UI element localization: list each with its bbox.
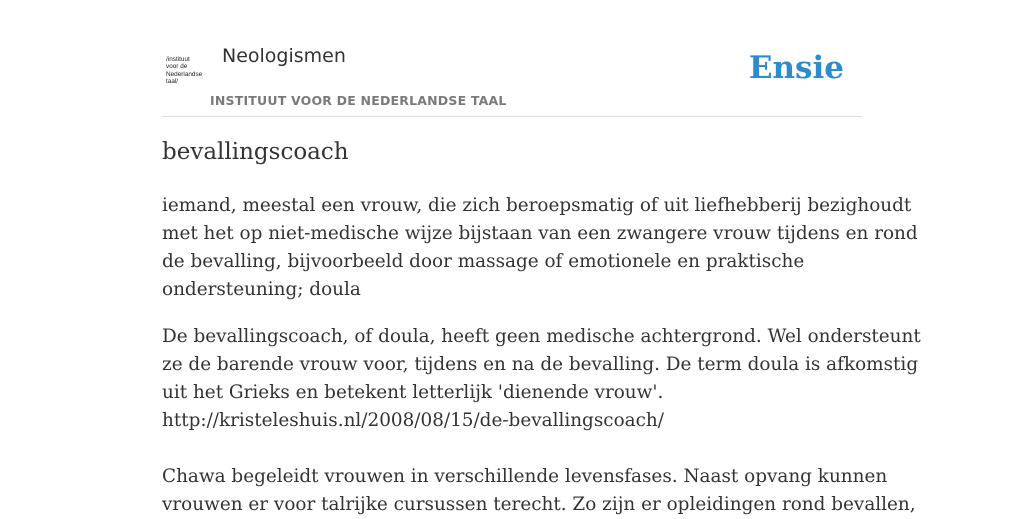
ensie-brand-link[interactable]: Ensie: [748, 50, 844, 86]
quote-line: Chawa begeleidt vrouwen in verschillende levensfases. Naast opvang kunnen: [162, 466, 888, 487]
quote-line: uit het Grieks en betekent letterlijk 'dienende vrouw'.: [162, 382, 664, 403]
ivdnt-logo[interactable]: [166, 56, 210, 90]
logo-line: voor de: [166, 63, 188, 71]
example-quote: [162, 463, 916, 519]
quote-line: vrouwen er voor talrijke cursussen terecht. Zo zijn er opleidingen rond bevallen,: [162, 494, 916, 515]
site-header: [162, 0, 862, 117]
quote-line: De bevallingscoach, of doula, heeft geen medische achtergrond. Wel ondersteunt: [162, 326, 921, 347]
example-quote: [162, 323, 921, 435]
quote-line: ze de barende vrouw voor, tijdens en na de bevalling. De term doula is afkomstig: [162, 354, 919, 375]
page-title: bevallingscoach: [162, 139, 349, 165]
institute-name: INSTITUUT VOOR DE NEDERLANDSE TAAL: [210, 93, 507, 108]
definition-line: iemand, meestal een vrouw, die zich beroepsmatig of uit liefhebberij bezighoudt: [162, 195, 912, 216]
logo-line: /instituut: [166, 56, 190, 63]
page: [162, 0, 921, 515]
site-title[interactable]: Neologismen: [222, 45, 346, 67]
logo-line: Nederlandse: [166, 70, 203, 78]
definition-line: met het op niet-medische wijze bijstaan van een zwangere vrouw tijdens en rond: [162, 223, 918, 244]
definition-line: ondersteuning; doula: [162, 279, 361, 300]
source-url: http://kristeleshuis.nl/2008/08/15/de-bevallingscoach/: [162, 410, 664, 431]
definition-line: de bevalling, bijvoorbeeld door massage of emotionele en praktische: [162, 251, 805, 272]
definition-text: [162, 192, 918, 304]
logo-line: taal/: [166, 78, 179, 86]
